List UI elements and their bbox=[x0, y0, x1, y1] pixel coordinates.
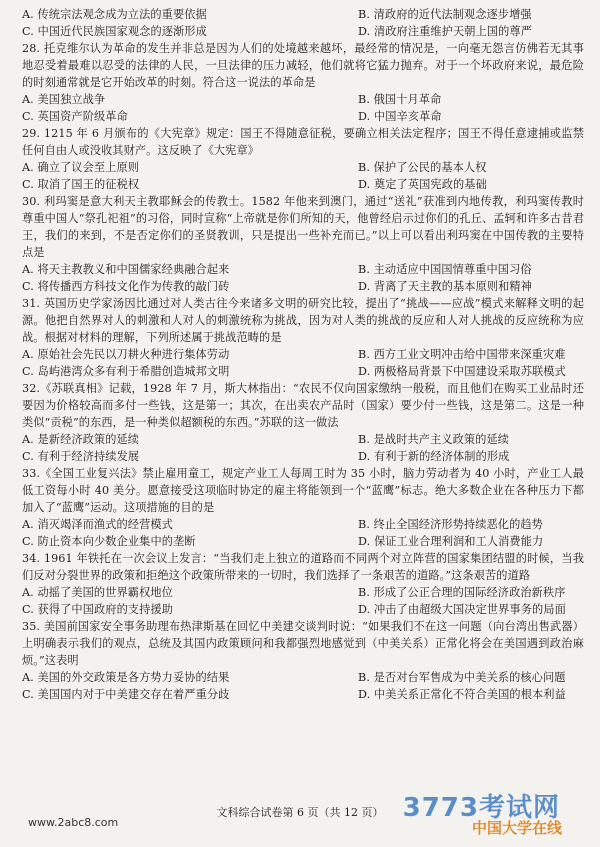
option-a: A. 原始社会先民以刀耕火种进行集体劳动 bbox=[22, 348, 230, 361]
option-d: D. 中美关系正常化不符合美国的根本利益 bbox=[358, 688, 566, 701]
option-c: C. 将传播西方科技文化作为传教的敲门砖 bbox=[22, 280, 230, 293]
question-stem: 31. 英国历史学家汤因比通过对人类古往今来诸多文明的研究比较，提出了“挑战——应战”模式来解释文明的起源。他把自然界对人的刺激和人对人的刺激统称为挑战，因为对人类的挑战的反应和人对人挑战的反应统称为应战。根据对材料的理解，下列所述属于挑战范畴的是 bbox=[22, 297, 584, 344]
option-a: A. 动摇了美国的世界霸权地位 bbox=[22, 586, 173, 599]
option-c: C. 获得了中国政府的支持援助 bbox=[22, 603, 174, 616]
option-b: B. 是战时共产主义政策的延续 bbox=[358, 433, 510, 446]
option-b: B. 是否对台军售成为中美关系的核心问题 bbox=[358, 671, 566, 684]
exam-content bbox=[22, 6, 584, 703]
option-a: A. 美国独立战争 bbox=[22, 93, 106, 106]
option-d: D. 两极格局背景下中国建设采取苏联模式 bbox=[358, 365, 566, 378]
question-stem: 33.《全国工业复兴法》禁止雇用童工，规定产业工人每周工时为 35 小时，脑力劳动者为 40 小时，产业工人最低工资每小时 40 美分。愿意接受这项临时协定的雇主将能领到一个“蓝鹰”标志。绝大多数企业在各种压力下都加入了“蓝鹰”运动。这项措施的目的是 bbox=[22, 467, 584, 514]
option-b: B. 俄国十月革命 bbox=[358, 93, 442, 106]
option-c: C. 有利于经济持续发展 bbox=[22, 450, 140, 463]
option-b: B. 清政府的近代法制观念逐步增强 bbox=[358, 8, 532, 21]
option-b: B. 保护了公民的基本人权 bbox=[358, 161, 487, 174]
option-b: B. 主动适应中国国情尊重中国习俗 bbox=[358, 263, 532, 276]
option-a: A. 是新经济政策的延续 bbox=[22, 433, 140, 446]
question-29 bbox=[22, 125, 584, 193]
option-d: D. 有利于新的经济体制的形成 bbox=[358, 450, 510, 463]
option-a: A. 美国的外交政策是各方势力妥协的结果 bbox=[22, 671, 230, 684]
option-c: C. 美国国内对于中美建交存在着严重分歧 bbox=[22, 688, 230, 701]
question-stem: 34. 1961 年铁托在一次会议上发言：“当我们走上独立的道路而不同两个对立阵营的国家集团结盟的时候，当我们反对分裂世界的政策和拒绝这个政策所带来的一切时，我们选择了一条艰苦的道路。”这条艰苦的道路 bbox=[22, 552, 584, 582]
option-d: D. 冲击了由超级大国决定世界事务的局面 bbox=[358, 603, 566, 616]
question-30 bbox=[22, 193, 584, 295]
question-28 bbox=[22, 40, 584, 125]
option-a: A. 确立了议会至上原则 bbox=[22, 161, 140, 174]
option-d: D. 奠定了英国宪政的基础 bbox=[358, 178, 487, 191]
question-stem: 30. 利玛窦是意大利天主教耶稣会的传教士。1582 年他来到澳门，通过“送礼”获准到内地传教，利玛窦传教时尊重中国人“祭孔祀祖”的习俗，同时宣称“上帝就是你们所知的天，他曾经启示过你们的孔丘、孟轲和许多古昔君王，我们的来到，不是否定你们的圣贤教训，只是提出一些补充而已。”以上可以看出利玛窦在中国传教的主要特点是 bbox=[22, 195, 584, 259]
question-stem: 32.《苏联真相》记载，1928 年 7 月，斯大林指出：“农民不仅向国家缴纳一般税，而且他们在购买工业品时还要因为价格较高而多付一些钱，这是第一；其次，在出卖农产品时（国家）要少付一些钱，这是第二。这是一种类似“贡税”的东西，是一种类似超额税的东西。”苏联的这一做法 bbox=[22, 382, 584, 429]
option-b: B. 终止全国经济形势持续恶化的趋势 bbox=[358, 518, 543, 531]
option-b: B. 形成了公正合理的国际经济政治新秩序 bbox=[358, 586, 566, 599]
option-c: C. 取消了国王的征税权 bbox=[22, 178, 140, 191]
watermark-caption: 中国大学在线 bbox=[471, 819, 562, 837]
page-footer: 文科综合试卷第 6 页（共 12 页） bbox=[216, 806, 384, 819]
question-32 bbox=[22, 380, 584, 465]
option-d: D. 保证工业合理利润和工人消费能力 bbox=[358, 535, 544, 548]
question-stem: 35. 美国前国家安全事务助理布热津斯基在回忆中美建交谈判时说：“如果我们不在这一问题（向台湾出售武器）上明确表示我们的观点，总统及其国内政策顾问和我都强烈地感觉到（中美关系）正常化将会在美国遇到政治麻烦。”这表明 bbox=[22, 620, 584, 667]
top-options bbox=[22, 6, 584, 40]
option-c: C. 岛屿港湾众多有利于希腊创造城邦文明 bbox=[22, 365, 230, 378]
question-stem: 29. 1215 年 6 月颁布的《大宪章》规定：国王不得随意征税，要确立相关法定程序；国王不得任意逮捕或监禁任何自由人或没收其财产。这反映了《大宪章》 bbox=[22, 127, 584, 157]
option-d: D. 清政府注重维护天朝上国的尊严 bbox=[358, 25, 533, 38]
question-33 bbox=[22, 465, 584, 550]
option-c: C. 英国资产阶级革命 bbox=[22, 110, 128, 123]
option-b: B. 西方工业文明冲击给中国带来深重灾难 bbox=[358, 348, 566, 361]
question-stem: 28. 托克维尔认为革命的发生并非总是因为人们的处境越来越坏，最经常的情况是，一向毫无怨言仿佛若无其事地忍受着最难以忍受的法律的人民，一旦法律的压力减轻，他们就将它猛力抛弃。对于一个坏政府来说，最危险的时刻通常就是它开始改革的时刻。符合这一说法的革命是 bbox=[22, 42, 584, 89]
question-31 bbox=[22, 295, 584, 380]
option-a: A. 消灭竭泽而渔式的经营模式 bbox=[22, 518, 173, 531]
question-34 bbox=[22, 550, 584, 618]
option-d: D. 中国辛亥革命 bbox=[358, 110, 442, 123]
question-35 bbox=[22, 618, 584, 703]
option-a: A. 传统宗法观念成为立法的重要依据 bbox=[22, 8, 207, 21]
option-c: C. 中国近代民族国家观念的逐渐形成 bbox=[22, 25, 207, 38]
option-a: A. 将天主教教义和中国儒家经典融合起来 bbox=[22, 263, 230, 276]
site-url: www.2abc8.com bbox=[28, 816, 119, 829]
watermark-logo: 3773考试网 bbox=[402, 793, 560, 823]
option-d: D. 背离了天主教的基本原则和精神 bbox=[358, 280, 533, 293]
option-c: C. 防止资本向少数企业集中的垄断 bbox=[22, 535, 196, 548]
